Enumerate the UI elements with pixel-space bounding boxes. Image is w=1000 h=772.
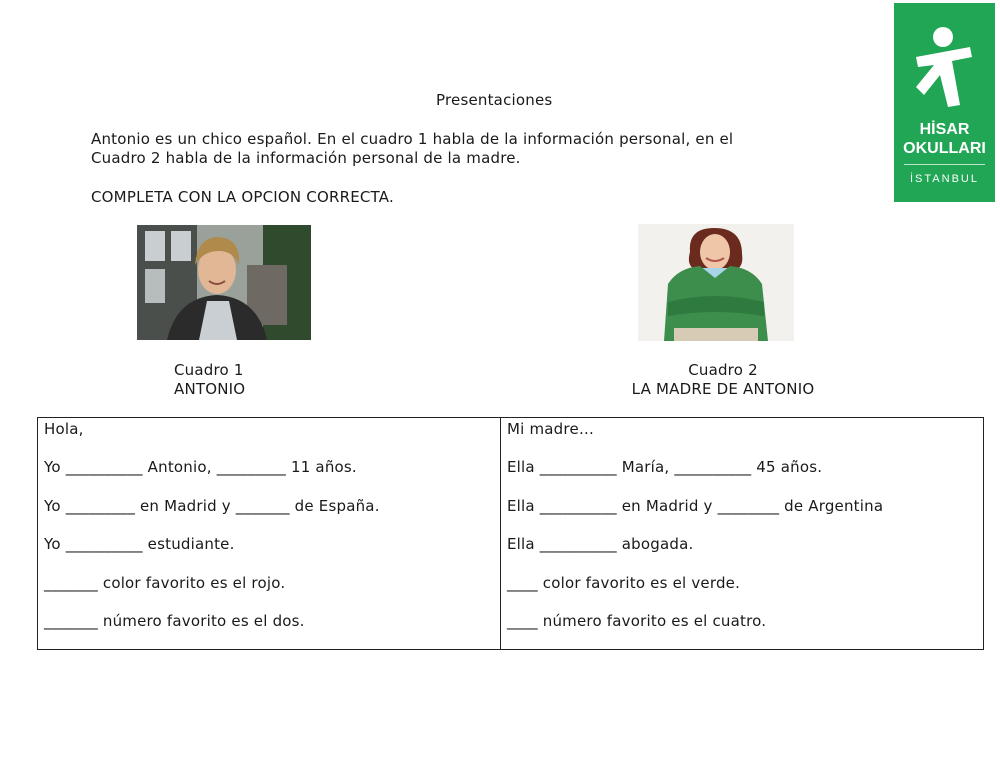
logo-text-okullari: OKULLARI bbox=[903, 140, 986, 157]
exercise-line: Yo __________ Antonio, _________ 11 años. bbox=[44, 458, 357, 476]
cuadro-1-label: Cuadro 1 bbox=[174, 361, 244, 379]
cuadro-2-name: LA MADRE DE ANTONIO bbox=[631, 380, 815, 398]
cuadro-2-label: Cuadro 2 bbox=[688, 361, 758, 379]
cuadro-2-caption bbox=[612, 361, 834, 399]
mother-photo bbox=[638, 224, 794, 341]
exercise-line: Ella __________ abogada. bbox=[507, 535, 694, 553]
instruction: COMPLETA CON LA OPCION CORRECTA. bbox=[91, 188, 394, 206]
exercise-line: ____ número favorito es el cuatro. bbox=[507, 612, 767, 630]
exercise-line: Yo _________ en Madrid y _______ de España. bbox=[44, 497, 380, 515]
cuadro-1-name: ANTONIO bbox=[174, 380, 246, 398]
school-logo bbox=[894, 3, 995, 202]
logo-text-istanbul: İSTANBUL bbox=[910, 173, 979, 185]
exercise-line: Hola, bbox=[44, 420, 84, 438]
exercise-line: Ella __________ en Madrid y ________ de Argentina bbox=[507, 497, 884, 515]
intro-paragraph bbox=[91, 130, 871, 168]
runner-icon bbox=[910, 25, 978, 115]
exercise-line: ____ color favorito es el verde. bbox=[507, 574, 741, 592]
intro-line-1: Antonio es un chico español. En el cuadro 1 habla de la información personal, en el bbox=[91, 130, 734, 148]
exercise-line: Ella __________ María, __________ 45 años. bbox=[507, 458, 823, 476]
exercise-line: _______ color favorito es el rojo. bbox=[44, 574, 286, 592]
exercise-line: Mi madre… bbox=[507, 420, 595, 438]
intro-line-2: Cuadro 2 habla de la información personal de la madre. bbox=[91, 149, 521, 167]
page-title: Presentaciones bbox=[436, 91, 553, 109]
antonio-photo bbox=[137, 225, 311, 340]
exercise-table bbox=[37, 417, 984, 650]
exercise-line: _______ número favorito es el dos. bbox=[44, 612, 305, 630]
column-divider bbox=[500, 418, 501, 649]
exercise-line: Yo __________ estudiante. bbox=[44, 535, 235, 553]
cuadro-1-caption bbox=[174, 361, 245, 399]
logo-divider bbox=[904, 164, 985, 165]
logo-text-hisar: HİSAR bbox=[919, 121, 970, 138]
